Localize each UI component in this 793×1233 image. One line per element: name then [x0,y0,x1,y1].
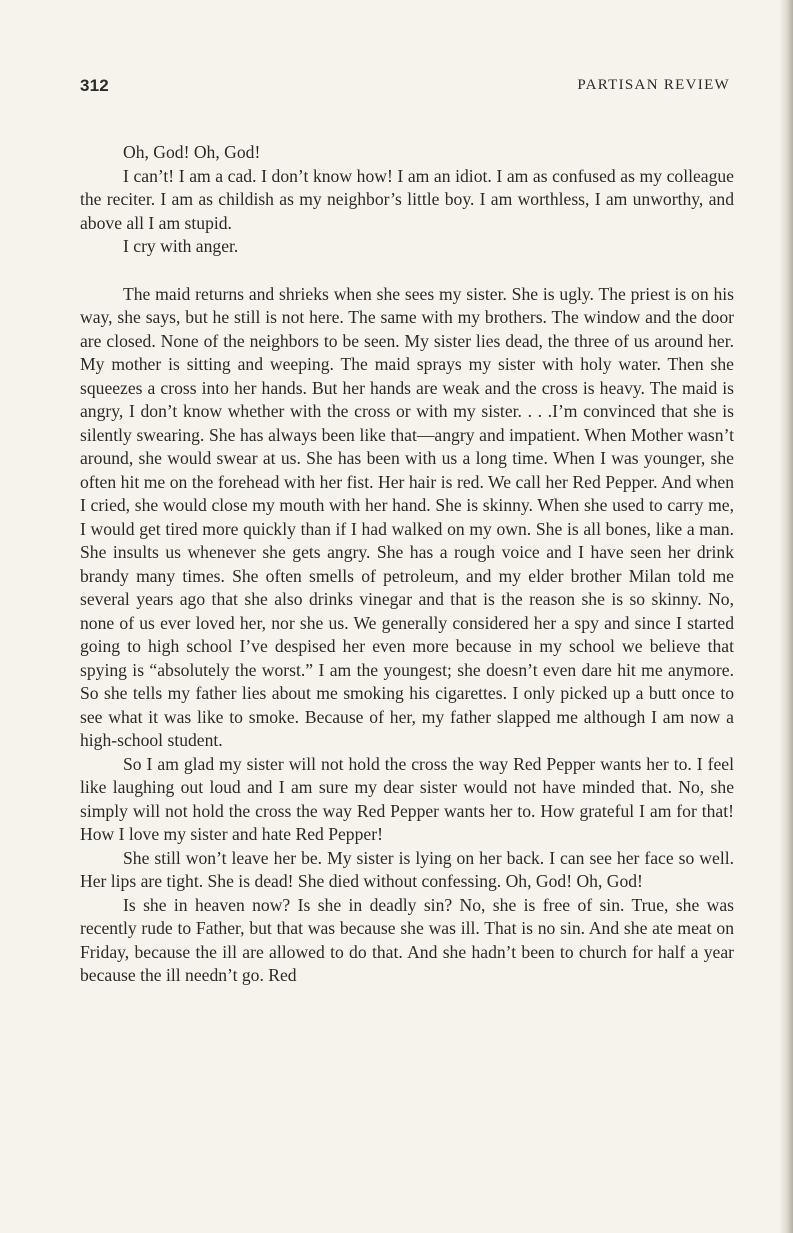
body-text [80,141,734,988]
paragraph: Oh, God! Oh, God! [123,142,261,162]
journal-title: PARTISAN REVIEW [577,77,730,93]
paragraph: So I am glad my sister will not hold the cross the way Red Pepper wants her to. I feel like laughing out loud and I am sure my dear sister would not have minded that. No, she simply will not hold the cross the way Red Pepper wants her to. How grateful I am for that! How I love my sister and hate Red Pepper! [80,753,734,844]
running-head [80,76,730,100]
paragraph: The maid returns and shrieks when she sees my sister. She is ugly. The priest is on his way, she says, but he still is not here. The same with my brothers. The window and the door are closed. None of the neighbors to be seen. My sister lies dead, the three of us around her. My mother is sitting and weeping. The maid sprays my sister with holy water. Then she squeezes a cross into her hands. But her hands are weak and the cross is heavy. The maid is angry, I don’t know whether with the cross or with my sister. . . .I’m convinced that she is silently swearing. She has always been like that—angry and impatient. When Mother wasn’t around, she would swear at us. She has been with us a long time. When I was younger, she often hit me on the forehead with her fist. Her hair is red. We call her Red Pepper. And when I cried, she would close my mouth with her hand. She is skinny. When she used to carry me, I would get tired more quickly than if I had walked on my own. She is all bones, like a man. She insults us whenever she gets angry. She has a rough voice and I have seen her drink brandy many times. She often smells of petroleum, and my elder brother Milan told me several years ago that she also drinks vinegar and that is the reason she is so skinny. No, none of us ever loved her, nor she us. We generally considered her a spy and since I started going to high school I’ve despised her even more because in my school we believe that spying is “absolutely the worst.” I am the youngest; she doesn’t even dare hit me anymore. So she tells my father lies about me smoking his cigarettes. I only picked up a butt once to see what it was like to smoke. Because of her, my father slapped me although I am now a high-school student. [80,283,734,750]
paragraph: I can’t! I am a cad. I don’t know how! I am an idiot. I am as confused as my colleague the reciter. I am as childish as my neighbor’s little boy. I am worthless, I am unworthy, and above all I am stupid. [80,165,734,233]
paragraph: Is she in heaven now? Is she in deadly sin? No, she is free of sin. True, she was recently rude to Father, but that was because she was ill. That is no sin. And she ate meat on Friday, because the ill are allowed to do that. And she hadn’t been to church for half a year because the ill needn’t go. Red [80,894,734,985]
page-number: 312 [80,76,109,95]
paragraph: She still won’t leave her be. My sister is lying on her back. I can see her face so well. Her lips are tight. She is dead! She died without confessing. Oh, God! Oh, God! [80,847,734,891]
page-spine-shadow [779,0,793,1233]
paragraph: I cry with anger. [123,236,239,256]
